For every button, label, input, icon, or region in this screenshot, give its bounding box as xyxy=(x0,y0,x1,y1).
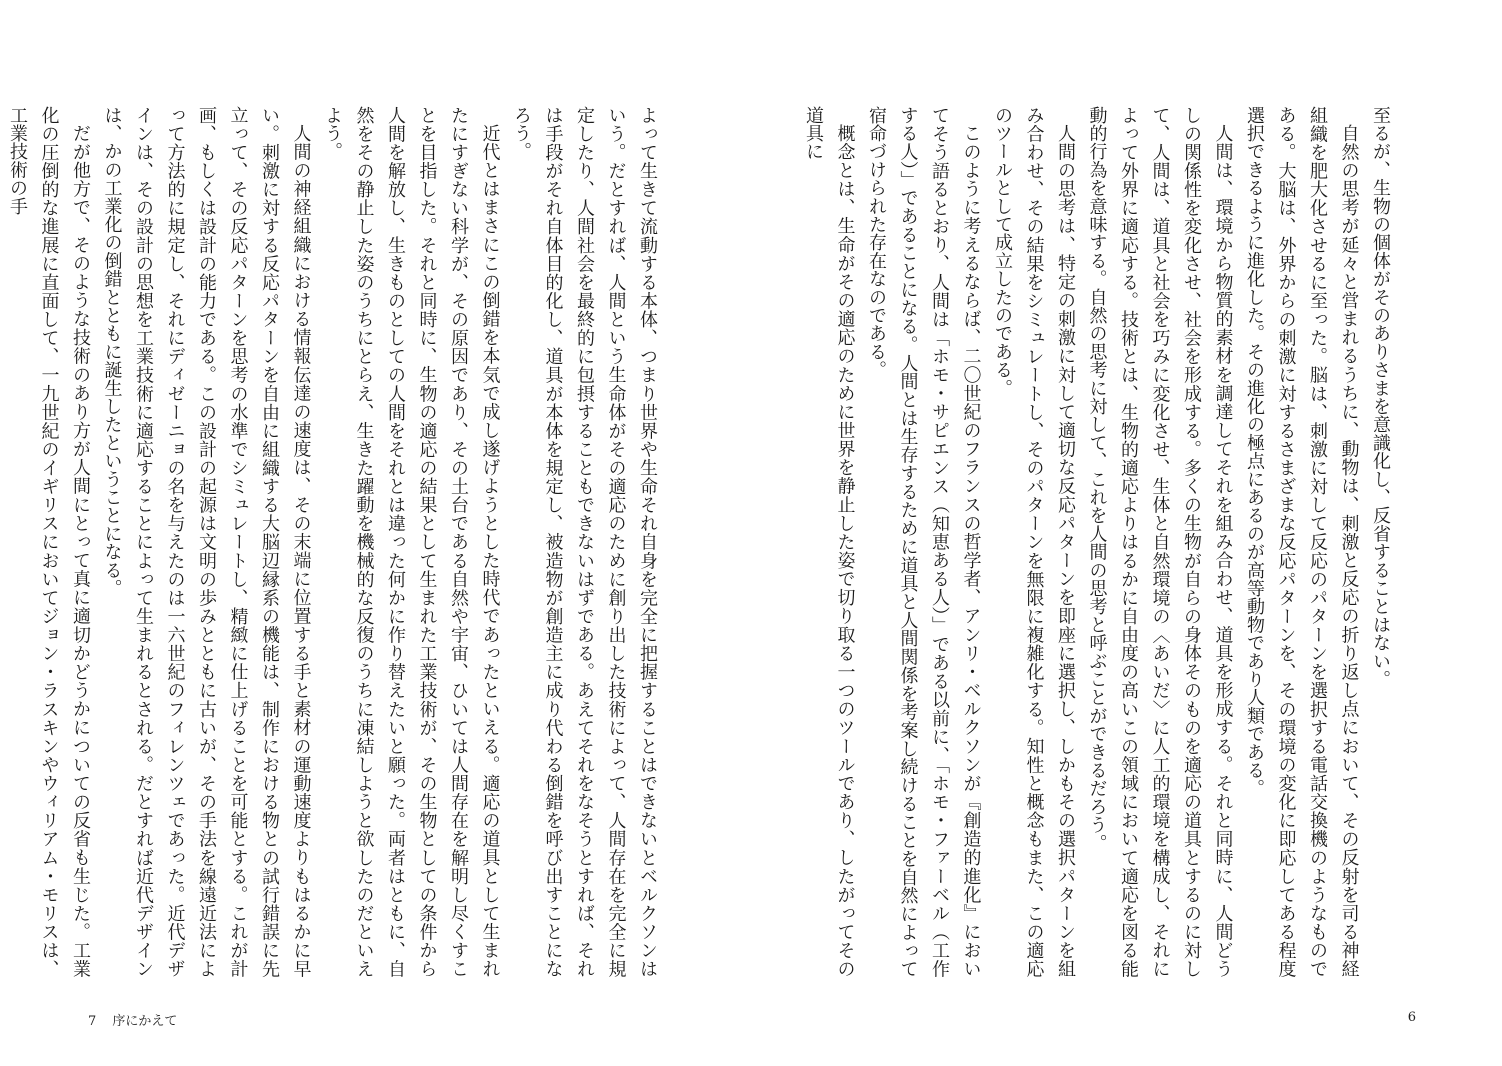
left-paragraph-3: 人間の神経組織における情報伝達の速度は、その末端に位置する手と素材の運動速度よりもはるかに早い。刺激に対する反応パターンを自由に組織する大脳辺縁系の機能は、制作における物との試行錯誤に先立って、その反応パターンを思考の水準でシミュレートし、精緻に仕上げることを可能とする。これが計画、もしくは設計の能力である。この設計の起源は文明の歩みとともに古いが、その手法を線遠近法によって方法的に規定し、それにディゼーニョの名を与えたのは一六世紀のフィレンツェであった。近代デザインは、その設計の思想を工業技術に適応することによって生まれるとされる。だとすれば近代デザインは、かの工業化の倒錯とともに誕生したということになる。 xyxy=(101,106,312,978)
right-paragraph-1: 至るが、生物の個体がそのありさまを意識化し、反省することはない。 xyxy=(1370,106,1391,689)
left-page-body xyxy=(7,106,663,978)
running-head: 序にかえて xyxy=(112,1014,178,1029)
left-paragraph-4: だが他方で、そのような技術のあり方が人間にとって真に適切かどうかについての反省も生じた。工業化の圧倒的な進展に直面して、一九世紀のイギリスにおいてジョン・ラスキンやウィリアム・モリスは、工業技術の手 xyxy=(7,106,91,978)
right-page-body xyxy=(803,106,1396,978)
right-footer xyxy=(1408,1010,1416,1025)
left-footer xyxy=(88,1010,177,1029)
left-paragraph-1: よって生きて流動する本体、つまり世界や生命それ自身を完全に把握することはできないとベルクソンはいう。だとすれば、人間という生命体がその適応のために創り出した技術によって、人間存在を完全に規定したり、人間社会を最終的に包摂することもできないはずである。あえてそれをなそうとすれば、それは手段がそれ自体目的化し、道具が本体を規定し、被造物が創造主に成り代わる倒錯を呼び出すことになろう。 xyxy=(511,106,658,978)
right-page xyxy=(751,0,1502,1066)
right-paragraph-2: 自然の思考が延々と営まれるうちに、動物は、刺激と反応の折り返し点において、その反射を司る神経組織を肥大化させるに至った。脳は、刺激に対して反応のパターンを選択する電話交換機のようなものである。大脳は、外界からの刺激に対するさまざまな反応パターンを、その環境の変化に即応してある程度選択できるように進化した。その進化の極点にあるのが高等動物であり人類である。 xyxy=(1244,106,1360,978)
right-paragraph-5: このように考えるならば、二〇世紀のフランスの哲学者、アンリ・ベルクソンが『創造的進化』においてそう語るとおり、人間は「ホモ・サピエンス（知恵ある人）」である以前に、「ホモ・ファーベル（工作する人）」であることになる。人間とは生存するために道具と人間関係を考案し続けることを自然によって宿命づけられた存在なのである。 xyxy=(866,106,982,978)
left-paragraph-2: 近代とはまさにこの倒錯を本気で成し遂げようとした時代であったといえる。適応の道具として生まれたにすぎない科学が、その原因であり、その土台である自然や宇宙、ひいては人間存在を解明し尽くすことを目指した。それと同時に、生物の適応の結果として生まれた工業技術が、その生物としての条件から人間を解放し、生きものとしての人間をそれとは違った何かに作り替えたいと願った。両者はともに、自然をその静止した姿のうちにとらえ、生きた躍動を機械的な反復のうちに凍結しようと欲したのだといえよう。 xyxy=(322,106,501,978)
right-paragraph-4: 人間の思考は、特定の刺激に対して適切な反応パターンを即座に選択し、しかもその選択パターンを組み合わせ、その結果をシミュレートし、そのパターンを無限に複雑化する。知性と概念もまた、この適応のツールとして成立したのである。 xyxy=(992,106,1076,978)
right-paragraph-6: 概念とは、生命がその適応のために世界を静止した姿で切り取る一つのツールであり、したがってその道具に xyxy=(803,106,856,978)
right-page-number: 6 xyxy=(1407,1010,1416,1025)
right-paragraph-3: 人間は、環境から物質的素材を調達してそれを組み合わせ、道具を形成する。それと同時に、人間どうしの関係性を変化させ、社会を形成する。多くの生物が自らの身体そのものを適応の道具とするのに対して、人間は、道具と社会を巧みに変化させ、生体と自然環境の〈あいだ〉に人工的環境を構成し、それによって外界に適応する。技術とは、生物的適応よりはるかに自由度の高いこの領域において適応を図る能動的行為を意味する。自然の思考に対して、これを人間の思考と呼ぶことができるだろう。 xyxy=(1086,106,1234,978)
left-page-number: 7 xyxy=(88,1014,97,1029)
